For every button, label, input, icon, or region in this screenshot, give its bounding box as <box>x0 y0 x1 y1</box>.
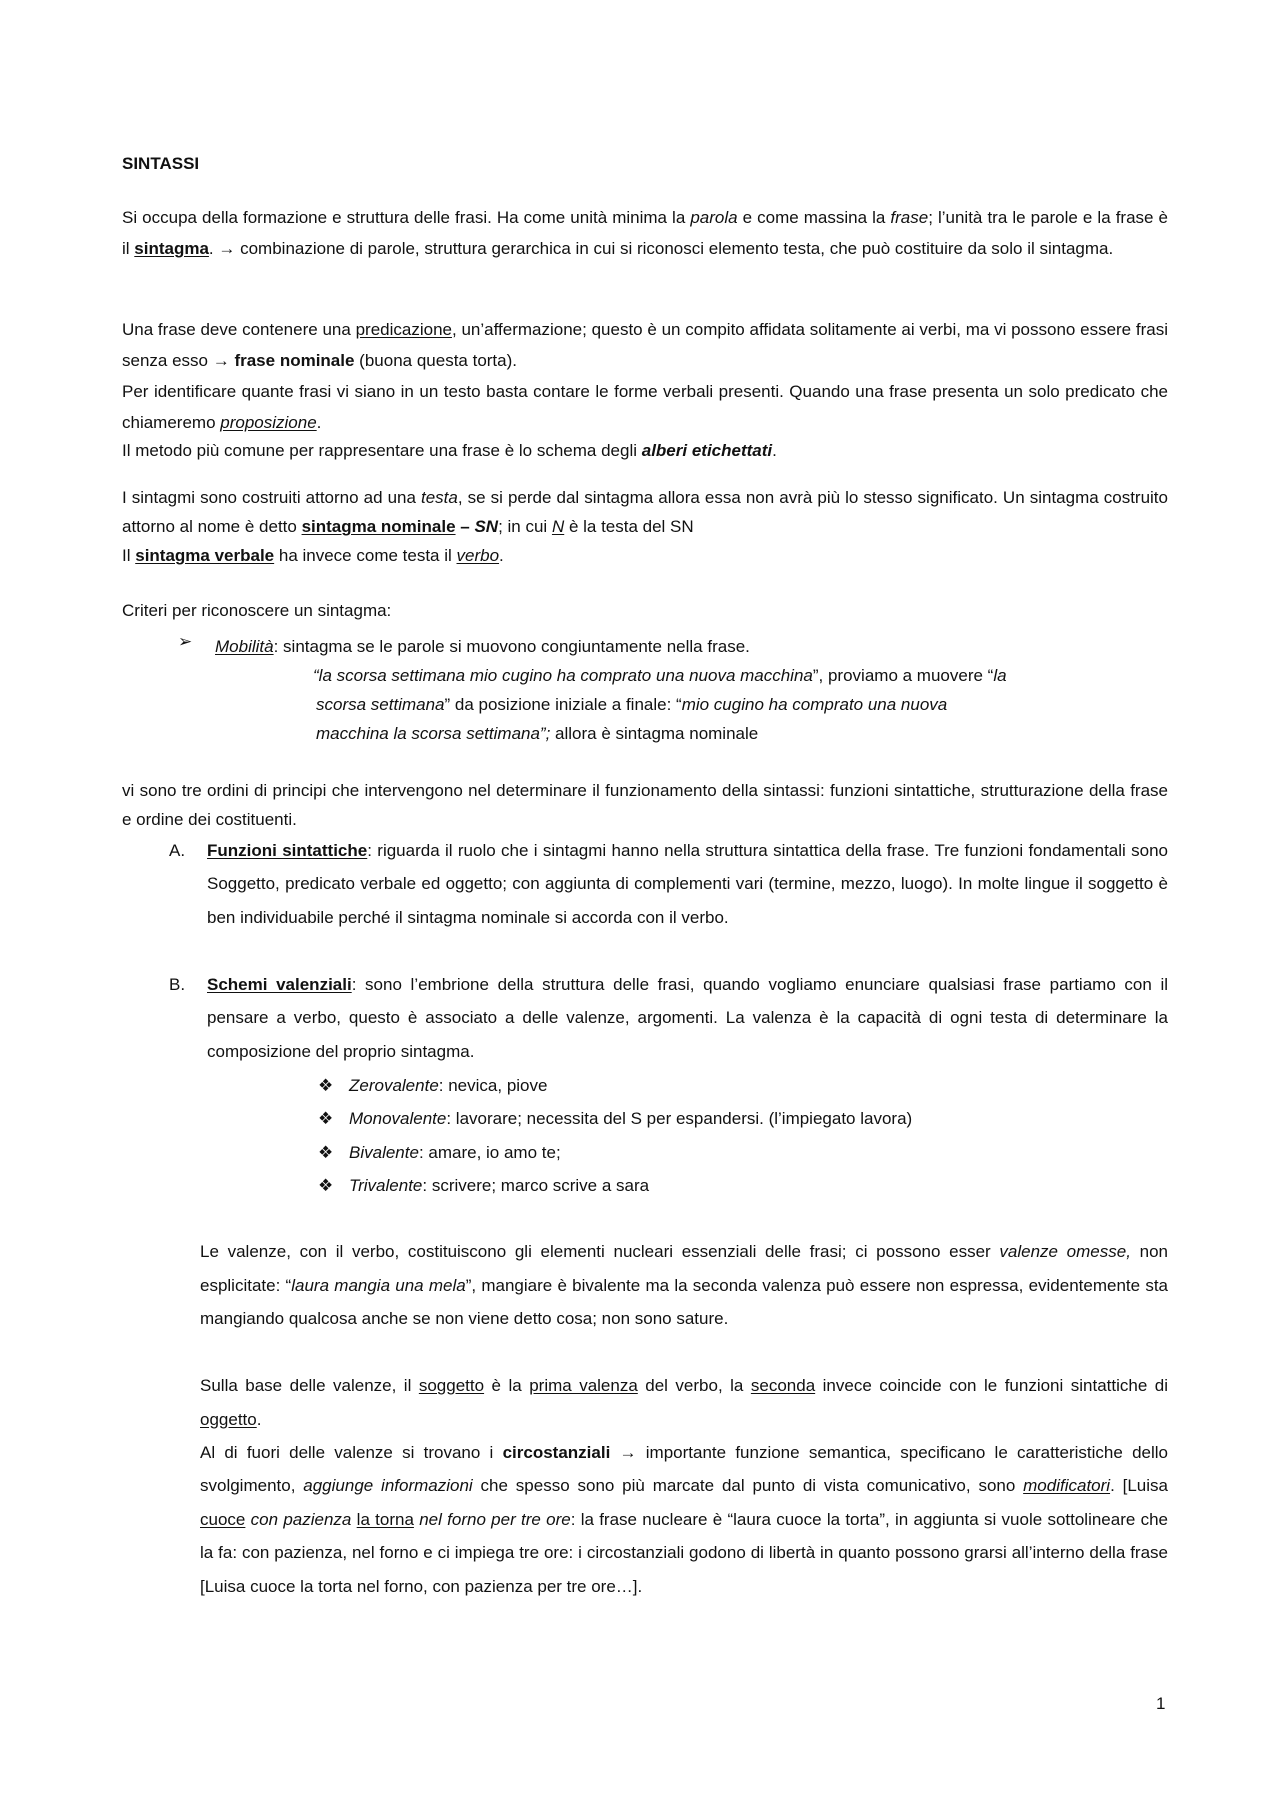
arrow-bullet-icon: ➢ <box>178 632 193 651</box>
text-run: seconda <box>750 1376 816 1395</box>
text-run: : la frase nucleare è “laura cuoce la torta”, in aggiunta si vuole sottolineare che la fa: con pazienza, nel forno e ci impiega tre ore: i circostanziali godono di libertà in quanto possono grarsi all’interno della frase [Luisa cuoce la torta nel forno, con pazienza per tre ore…]. <box>200 1509 1169 1596</box>
text-run: ; l’unità tra le parole e la frase è il <box>122 208 1168 258</box>
text-run: Il metodo più comune per rappresentare una frase è lo schema degli <box>122 441 642 460</box>
valenza-zerovalente <box>349 1069 547 1102</box>
text-run: Bivalente <box>349 1143 419 1162</box>
text-run: : sono l’embrione della struttura delle frasi, quando vogliamo enunciare qualsiasi frase partiamo con il pensare a verbo, questo è associato a delle valenze, argomenti. La valenza è la capacità di ogni testa di determinare la composizione del proprio sintagma. <box>207 975 1168 1061</box>
text-run: verbo <box>456 546 500 565</box>
text-run: : lavorare; necessita del S per espandersi. (l’impiegato lavora) <box>446 1109 913 1128</box>
text-run: e come massina la <box>737 208 891 227</box>
text-run: cuoce <box>200 1509 246 1529</box>
text-run: . <box>772 441 777 460</box>
text-run: oggetto <box>200 1409 257 1429</box>
text-run: Monovalente <box>349 1109 447 1128</box>
paragraph-proposizione <box>122 376 1168 438</box>
text-run: Per identificare quante frasi vi siano in un testo basta contare le forme verbali presenti. Quando una frase presenta un solo predicato che chiameremo <box>122 382 1168 432</box>
text-run: che spesso sono più marcate dal punto di vista comunicativo, sono <box>472 1476 1024 1496</box>
text-run: : sintagma se le parole si muovono congiuntamente nella frase. <box>273 637 750 656</box>
text-run: I sintagmi sono costruiti attorno ad una <box>122 488 421 507</box>
text-run: soggetto <box>418 1376 485 1395</box>
text-run: . → combinazione di parole, struttura gerarchica in cui si riconosci elemento testa, che può costituire da solo il sintagma. <box>208 239 1114 258</box>
list-marker-a: A. <box>169 841 186 860</box>
paragraph-predicazione <box>122 314 1168 376</box>
list-marker-b: B. <box>169 975 186 994</box>
text-run: è la testa del SN <box>564 517 694 536</box>
text-run: nel forno per tre ore <box>419 1509 571 1529</box>
text-run: – <box>455 517 475 536</box>
paragraph-circostanziali <box>200 1436 1168 1603</box>
diamond-bullet-icon: ❖ <box>318 1076 334 1095</box>
text-run: mio cugino ha comprato una nuova macchina la scorsa settimana”; <box>316 695 948 743</box>
paragraph-valenze-omesse <box>200 1235 1168 1336</box>
text-run: sintagma verbale <box>135 546 275 565</box>
text-run: : nevica, piove <box>438 1076 548 1095</box>
text-run: Le valenze, con il verbo, costituiscono gli elementi nucleari essenziali delle frasi; ci possono esser <box>200 1242 1000 1261</box>
paragraph-criteri <box>122 596 1168 625</box>
text-run: con pazienza <box>250 1509 352 1529</box>
text-run: parola <box>690 208 738 227</box>
text-run: ; in cui <box>498 517 552 536</box>
mobilita-example <box>310 661 1016 748</box>
text-run: circostanziali <box>502 1443 611 1462</box>
page-title: SINTASSI <box>122 154 200 173</box>
text-run: ”, proviamo a muovere “ <box>812 666 994 685</box>
text-run: Schemi valenziali <box>207 975 352 994</box>
text-run: del verbo, la <box>637 1376 751 1395</box>
text-run: , un’affermazione; questo è un compito affidata solitamente ai verbi, ma vi possono essere frasi senza esso → <box>122 320 1169 370</box>
item-schemi-valenziali <box>207 968 1168 1068</box>
text-run: (buona questa torta). <box>354 351 517 370</box>
paragraph-testa <box>122 483 1168 541</box>
text-run: allora è sintagma nominale <box>550 724 759 743</box>
text-run: la torna <box>356 1509 414 1529</box>
text-run: frase <box>890 208 929 227</box>
valenza-trivalente <box>349 1169 649 1202</box>
text-run: valenze omesse, <box>999 1242 1131 1261</box>
paragraph-intro <box>122 202 1168 264</box>
text-run: la scorsa settimana <box>316 666 1007 714</box>
text-run: : scrivere; marco scrive a sara <box>422 1176 650 1195</box>
text-run: ” da posizione iniziale a finale: “ <box>444 695 682 714</box>
text-run: . <box>256 1409 262 1429</box>
text-run: Il <box>122 546 136 565</box>
text-run: Mobilità <box>215 637 274 656</box>
text-run: testa <box>421 488 458 507</box>
text-run: è la <box>484 1376 530 1395</box>
paragraph-principi <box>122 776 1168 834</box>
text-run: , se si perde dal sintagma allora essa non avrà più lo stesso significato. Un sintagma costruito attorno al nome è detto <box>122 488 1168 536</box>
text-run: ”, mangiare è bivalente ma la seconda valenza può essere non espressa, evidentemente sta mangiando qualcosa anche se non viene detto cosa; non sono sature. <box>200 1275 1169 1329</box>
paragraph-alberi <box>122 435 1168 466</box>
text-run: : riguarda il ruolo che i sintagmi hanno nella struttura sintattica della frase. Tre funzioni fondamentali sono Soggetto, predicato verbale ed oggetto; con aggiunta di complementi vari (termine, mezzo, luogo). In molte lingue il soggetto è ben individuabile perché il sintagma nominale si accorda con il verbo. <box>207 841 1168 927</box>
text-run: SN <box>474 517 499 536</box>
paragraph-sintagma-verbale <box>122 541 1168 570</box>
text-run: proposizione <box>220 413 317 432</box>
text-run: vi sono tre ordini di principi che intervengono nel determinare il funzionamento della sintassi: funzioni sintattiche, strutturazione della frase e ordine dei costituenti. <box>122 781 1168 829</box>
diamond-bullet-icon: ❖ <box>318 1176 334 1195</box>
text-run: Trivalente <box>349 1176 423 1195</box>
text-run: Si occupa della formazione e struttura delle frasi. Ha come unità minima la <box>122 208 691 227</box>
criterion-mobilita <box>215 632 1165 661</box>
item-funzioni-sintattiche <box>207 834 1168 934</box>
text-run: Criteri per riconoscere un sintagma: <box>122 601 392 620</box>
text-run: invece coincide con le funzioni sintattiche di <box>815 1376 1169 1395</box>
text-run: “la scorsa settimana mio cugino ha comprato una nuova macchina <box>313 666 813 685</box>
text-run: frase nominale <box>234 351 355 370</box>
text-run: → importante funzione semantica, specificano le caratteristiche dello svolgimento, <box>200 1443 1168 1496</box>
text-run: . <box>499 546 504 565</box>
diamond-bullet-icon: ❖ <box>318 1143 334 1162</box>
text-run: modificatori <box>1023 1476 1111 1496</box>
text-run: Una frase deve contenere una <box>122 320 356 339</box>
valenza-bivalente <box>349 1136 561 1169</box>
text-run: alberi etichettati <box>641 441 773 460</box>
page-number: 1 <box>1156 1694 1166 1713</box>
text-run: ha invece come testa il <box>274 546 457 565</box>
text-run: sintagma nominale <box>301 517 456 536</box>
text-run: sintagma <box>134 239 209 258</box>
text-run: Funzioni sintattiche <box>207 841 368 860</box>
text-run: Zerovalente <box>349 1076 439 1095</box>
text-run: N <box>551 517 565 536</box>
valenza-monovalente <box>349 1102 912 1135</box>
paragraph-soggetto <box>200 1369 1168 1436</box>
diamond-bullet-icon: ❖ <box>318 1109 334 1128</box>
text-run: prima valenza <box>529 1376 638 1395</box>
text-run: aggiunge informazioni <box>303 1476 473 1496</box>
text-run: . <box>316 413 322 432</box>
text-run: : amare, io amo te; <box>418 1143 561 1162</box>
text-run: . [Luisa <box>1110 1476 1168 1496</box>
text-run: Al di fuori delle valenze si trovano i <box>200 1443 503 1462</box>
text-run: laura mangia una mela <box>291 1275 466 1295</box>
text-run: non esplicitate: “ <box>200 1242 1168 1295</box>
text-run: Sulla base delle valenze, il <box>200 1376 419 1395</box>
text-run: predicazione <box>355 320 452 339</box>
